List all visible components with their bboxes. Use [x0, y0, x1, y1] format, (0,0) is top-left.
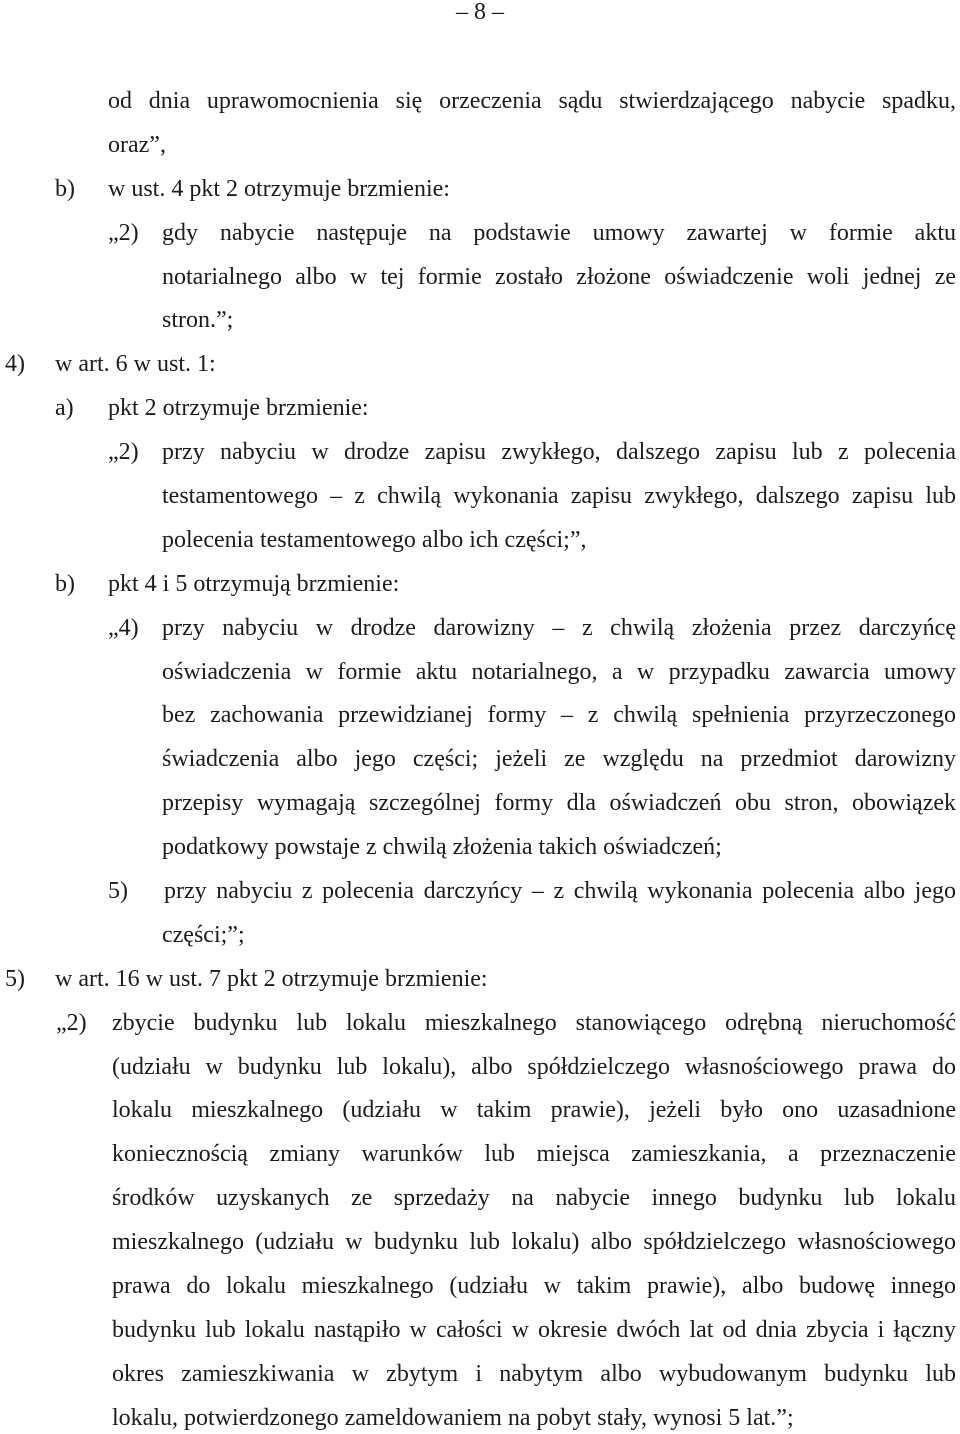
document-line: [0, 1009, 960, 1037]
document-line: [0, 482, 960, 510]
line-text: środków uzyskanych ze sprzedaży na nabycie innego budynku lub lokalu: [112, 1185, 956, 1212]
document-line: [0, 921, 960, 949]
document-line: [0, 1053, 960, 1081]
item-label: „2): [56, 1009, 87, 1036]
line-text: stron.”;: [162, 307, 234, 334]
line-text: podatkowy powstaje z chwilą złożenia takich oświadczeń;: [162, 834, 722, 861]
item-label: „2): [108, 219, 139, 246]
line-text: koniecznością zmiany warunków lub miejsca zamieszkania, a przeznaczenie: [112, 1141, 956, 1168]
item-label: „4): [108, 614, 139, 641]
line-text: oraz”,: [108, 131, 166, 158]
line-text: przy nabyciu w drodze zapisu zwykłego, dalszego zapisu lub z polecenia: [162, 439, 956, 466]
document-line: [0, 219, 960, 247]
item-label: 5): [5, 965, 25, 992]
line-text: lokalu, potwierdzonego zameldowaniem na pobyt stały, wynosi 5 lat.”;: [112, 1404, 794, 1431]
item-label: 4): [5, 351, 25, 378]
line-text: prawa do lokalu mieszkalnego (udziału w takim prawie), albo budowę innego: [112, 1273, 956, 1300]
line-text: okres zamieszkiwania w zbytym i nabytym albo wybudowanym budynku lub: [112, 1360, 956, 1387]
line-text: budynku lub lokalu nastąpiło w całości w okresie dwóch lat od dnia zbycia i łączny: [112, 1316, 956, 1343]
item-label: 5): [108, 878, 128, 905]
item-label: „2): [108, 439, 139, 466]
document-line: [0, 833, 960, 861]
document-line: [0, 658, 960, 686]
document-line: [0, 306, 960, 334]
document-line: [0, 1096, 960, 1124]
line-text: w art. 6 w ust. 1:: [55, 351, 216, 378]
line-text: od dnia uprawomocnienia się orzeczenia sądu stwierdzającego nabycie spadku,: [108, 88, 956, 114]
document-line: [0, 526, 960, 554]
line-text: gdy nabycie następuje na podstawie umowy zawartej w formie aktu: [162, 219, 956, 246]
line-text: w art. 16 w ust. 7 pkt 2 otrzymuje brzmienie:: [55, 965, 488, 992]
document-line: [0, 965, 960, 993]
document-body: [0, 87, 960, 1432]
line-text: świadczenia albo jego części; jeżeli ze względu na przedmiot darowizny: [162, 746, 956, 773]
line-text: zbycie budynku lub lokalu mieszkalnego stanowiącego odrębną nieruchomość: [112, 1009, 956, 1036]
line-text: oświadczenia w formie aktu notarialnego, a w przypadku zawarcia umowy: [162, 658, 956, 685]
document-line: [0, 1184, 960, 1212]
document-line: [0, 438, 960, 466]
document-line: [0, 175, 960, 203]
item-label: a): [55, 395, 74, 422]
line-text: części;”;: [162, 921, 245, 948]
line-text: pkt 2 otrzymuje brzmienie:: [108, 395, 369, 422]
document-line: [0, 1316, 960, 1344]
line-text: przy nabyciu z polecenia darczyńcy – z chwilą wykonania polecenia albo jego: [164, 878, 956, 905]
document-line: [0, 1272, 960, 1300]
document-line: [0, 701, 960, 729]
document-line: [0, 570, 960, 598]
line-text: bez zachowania przewidzianej formy – z chwilą spełnienia przyrzeczonego: [162, 702, 956, 729]
line-text: lokalu mieszkalnego (udziału w takim prawie), jeżeli było ono uzasadnione: [112, 1097, 956, 1124]
document-line: [0, 877, 960, 905]
line-text: przepisy wymagają szczególnej formy dla oświadczeń obu stron, obowiązek: [162, 790, 956, 817]
line-text: notarialnego albo w tej formie zostało złożone oświadczenie woli jednej ze: [162, 263, 956, 290]
document-line: [0, 263, 960, 291]
line-text: przy nabyciu w drodze darowizny – z chwilą złożenia przez darczyńcę: [162, 614, 956, 641]
line-text: pkt 4 i 5 otrzymują brzmienie:: [108, 570, 400, 597]
line-text: w ust. 4 pkt 2 otrzymuje brzmienie:: [108, 175, 450, 202]
line-text: polecenia testamentowego albo ich części;”,: [162, 526, 587, 553]
document-line: [0, 614, 960, 642]
item-label: b): [55, 175, 75, 202]
document-line: [0, 131, 960, 159]
document-line: [0, 1404, 960, 1432]
document-line: [0, 350, 960, 378]
document-line: [0, 1228, 960, 1256]
line-text: testamentowego – z chwilą wykonania zapisu zwykłego, dalszego zapisu lub: [162, 483, 956, 510]
document-line: [0, 789, 960, 817]
document-line: [0, 1360, 960, 1388]
line-text: (udziału w budynku lub lokalu), albo spółdzielczego własnościowego prawa do: [112, 1053, 956, 1080]
item-label: b): [55, 570, 75, 597]
document-line: [0, 87, 960, 115]
document-line: [0, 745, 960, 773]
document-line: [0, 394, 960, 422]
page-number: – 8 –: [456, 0, 504, 25]
line-text: mieszkalnego (udziału w budynku lub lokalu) albo spółdzielczego własnościowego: [112, 1229, 956, 1256]
document-line: [0, 1140, 960, 1168]
